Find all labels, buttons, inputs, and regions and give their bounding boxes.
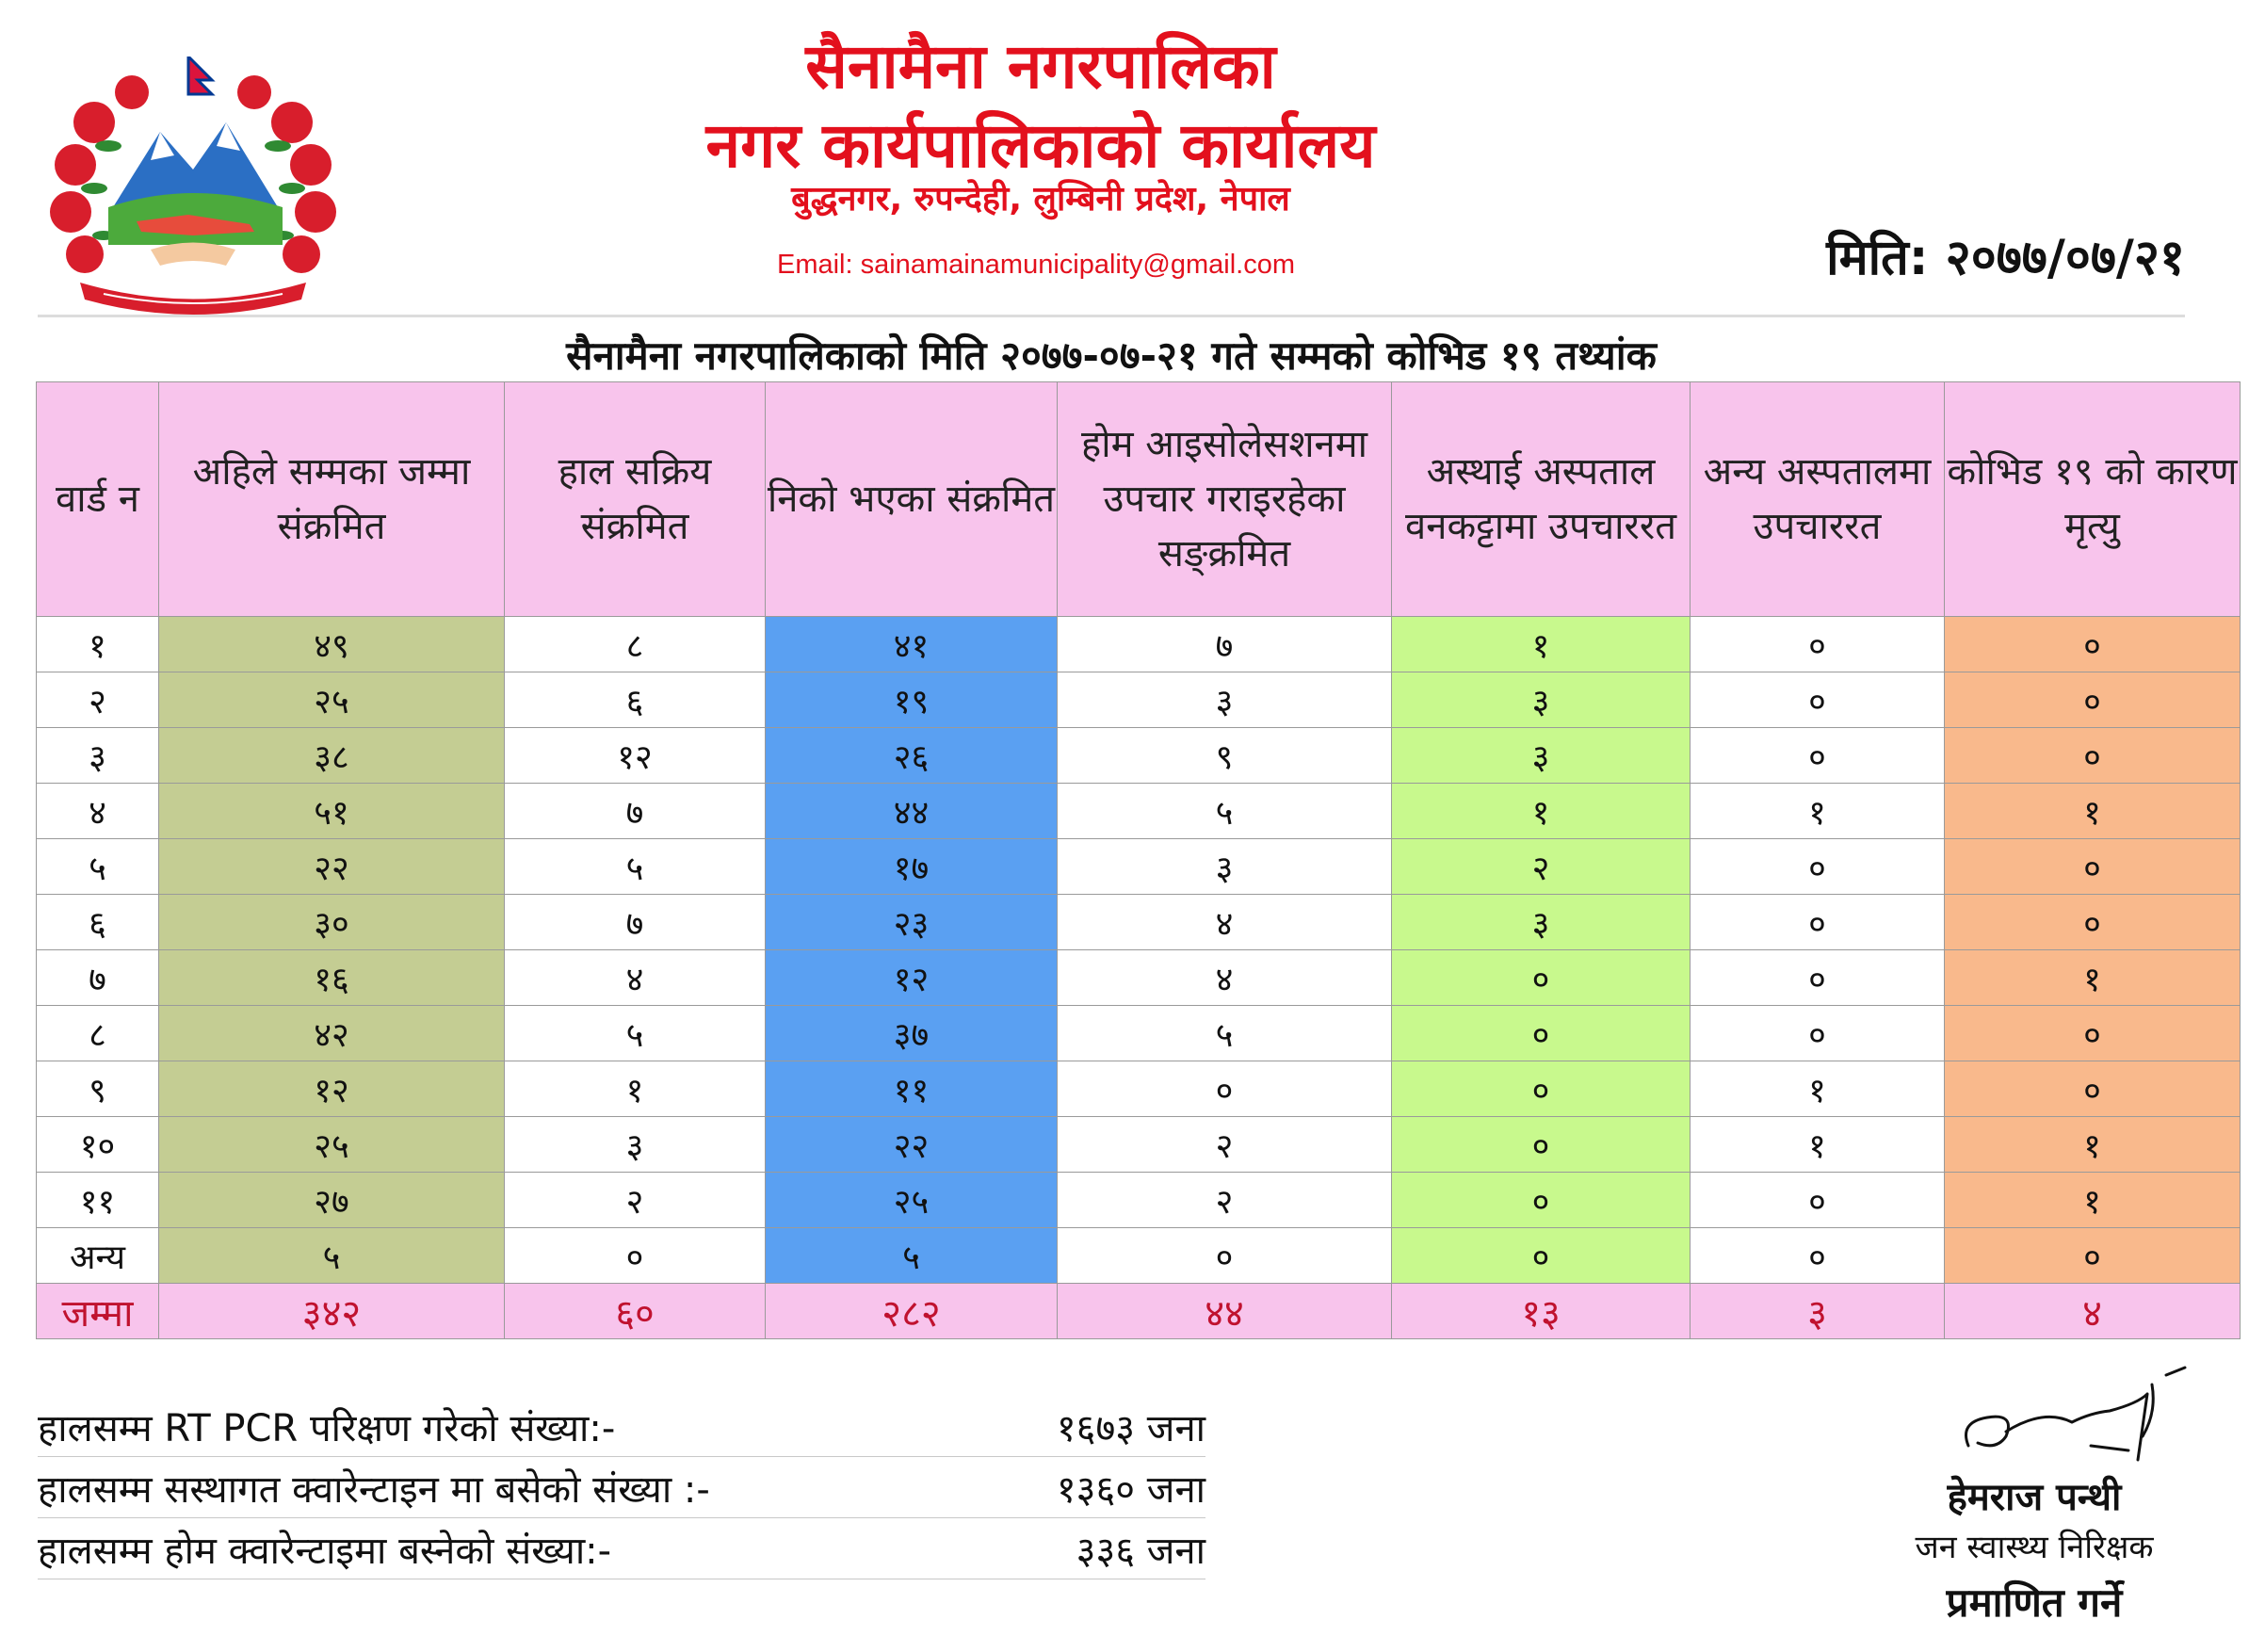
cell-recovered: ११ [766, 1061, 1058, 1117]
stat-value: १६७३ जना [1056, 1406, 1205, 1450]
stat-value: १३६० जना [1056, 1467, 1205, 1512]
cell-home-isolation: २ [1058, 1173, 1392, 1228]
cell-temp-hospital: १ [1392, 784, 1691, 839]
cell-temp-hospital: ३ [1392, 895, 1691, 950]
cell-temp-hospital: २ [1392, 839, 1691, 895]
cell-deaths: ० [1945, 839, 2241, 895]
cell-recovered: ४४ [766, 784, 1058, 839]
cell-ward: ८ [37, 1006, 159, 1061]
table-row [37, 1228, 2241, 1284]
cell-home-isolation: ३ [1058, 839, 1392, 895]
office-address: बुद्धनगर, रुपन्देही, लुम्बिनी प्रदेश, नेपाल [791, 180, 1290, 219]
office-title: नगर कार्यपालिकाको कार्यालय [705, 109, 1376, 182]
stat-label: हालसम्म सस्थागत क्वारेन्टाइन मा बसेको संख्या :- [38, 1467, 710, 1512]
signatory-name: हेमराज पन्थी [1947, 1476, 2122, 1519]
cell-total-infected: ५१ [159, 784, 505, 839]
cell-home-isolation: ५ [1058, 1006, 1392, 1061]
cell-temp-hospital: ० [1392, 1228, 1691, 1284]
cell-total-infected: ४२ [159, 1006, 505, 1061]
cell-total-infected: २७ [159, 1173, 505, 1228]
table-row [37, 1006, 2241, 1061]
handwritten-signature [1950, 1356, 2232, 1469]
cell-total-infected: १६ [159, 950, 505, 1006]
cell-temp-hospital: ३ [1392, 672, 1691, 728]
table-row [37, 1117, 2241, 1173]
table-total-row [37, 1284, 2241, 1339]
table-row [37, 728, 2241, 784]
total-recovered: २८२ [766, 1284, 1058, 1339]
header-active: हाल सक्रिय संक्रमित [505, 382, 766, 617]
cell-other-hospital: १ [1691, 784, 1945, 839]
cell-other-hospital: ० [1691, 839, 1945, 895]
cell-deaths: ० [1945, 617, 2241, 672]
header-total-infected: अहिले सम्मका जम्मा संक्रमित [159, 382, 505, 617]
cell-active: ६ [505, 672, 766, 728]
cell-home-isolation: ४ [1058, 895, 1392, 950]
certified-by-label: प्रमाणित गर्ने [1946, 1579, 2123, 1626]
cell-recovered: १७ [766, 839, 1058, 895]
total-total-infected: ३४२ [159, 1284, 505, 1339]
cell-total-infected: २५ [159, 1117, 505, 1173]
cell-total-infected: ५ [159, 1228, 505, 1284]
cell-deaths: १ [1945, 1173, 2241, 1228]
cell-deaths: ० [1945, 1228, 2241, 1284]
cell-temp-hospital: ० [1392, 1061, 1691, 1117]
cell-deaths: १ [1945, 1117, 2241, 1173]
cell-active: ४ [505, 950, 766, 1006]
total-active: ६० [505, 1284, 766, 1339]
total-temp-hospital: १३ [1392, 1284, 1691, 1339]
cell-total-infected: ४९ [159, 617, 505, 672]
cell-other-hospital: ० [1691, 1228, 1945, 1284]
cell-home-isolation: २ [1058, 1117, 1392, 1173]
cell-ward: ६ [37, 895, 159, 950]
cell-ward: ५ [37, 839, 159, 895]
header-home-isolation: होम आइसोलेसशनमा उपचार गराइरहेका सङ्क्रमित [1058, 382, 1392, 617]
cell-temp-hospital: ० [1392, 1173, 1691, 1228]
cell-active: ५ [505, 1006, 766, 1061]
cell-ward: अन्य [37, 1228, 159, 1284]
cell-other-hospital: ० [1691, 1006, 1945, 1061]
cell-active: ३ [505, 1117, 766, 1173]
stat-value: ३३६ जना [1076, 1529, 1205, 1573]
cell-other-hospital: ० [1691, 617, 1945, 672]
cell-ward: ११ [37, 1173, 159, 1228]
cell-recovered: १९ [766, 672, 1058, 728]
cell-active: ७ [505, 895, 766, 950]
cell-ward: ७ [37, 950, 159, 1006]
total-deaths: ४ [1945, 1284, 2241, 1339]
cell-other-hospital: ० [1691, 950, 1945, 1006]
cell-temp-hospital: ० [1392, 950, 1691, 1006]
cell-other-hospital: ० [1691, 672, 1945, 728]
covid-stats-table [36, 381, 2241, 1339]
cell-other-hospital: १ [1691, 1117, 1945, 1173]
stat-row-pcr [38, 1396, 1205, 1457]
cell-other-hospital: ० [1691, 895, 1945, 950]
total-ward: जम्मा [37, 1284, 159, 1339]
table-row [37, 1061, 2241, 1117]
nepal-government-emblem-icon [38, 57, 348, 325]
cell-ward: २ [37, 672, 159, 728]
cell-home-isolation: ० [1058, 1228, 1392, 1284]
cell-recovered: २६ [766, 728, 1058, 784]
cell-deaths: ० [1945, 672, 2241, 728]
cell-other-hospital: ० [1691, 728, 1945, 784]
cell-total-infected: ३० [159, 895, 505, 950]
cell-active: ० [505, 1228, 766, 1284]
cell-deaths: ० [1945, 1061, 2241, 1117]
stat-row-home-quarantine [38, 1518, 1205, 1579]
header-other-hospital: अन्य अस्पतालमा उपचाररत [1691, 382, 1945, 617]
total-home-isolation: ४४ [1058, 1284, 1392, 1339]
cell-active: १ [505, 1061, 766, 1117]
table-title: सैनामैना नगरपालिकाको मिति २०७७-०७-२१ गते सम्मको कोभिड १९ तथ्यांक [566, 332, 1657, 379]
cell-recovered: ४१ [766, 617, 1058, 672]
stat-row-institutional-quarantine [38, 1457, 1205, 1518]
cell-total-infected: ३८ [159, 728, 505, 784]
stat-label: हालसम्म RT PCR परिक्षण गरेको संख्या:- [38, 1406, 616, 1450]
table-row [37, 950, 2241, 1006]
cell-other-hospital: १ [1691, 1061, 1945, 1117]
header-temp-hospital: अस्थाई अस्पताल वनकट्टामा उपचाररत [1392, 382, 1691, 617]
cell-recovered: १२ [766, 950, 1058, 1006]
cell-recovered: २३ [766, 895, 1058, 950]
cell-ward: ३ [37, 728, 159, 784]
table-row [37, 784, 2241, 839]
cell-temp-hospital: ० [1392, 1117, 1691, 1173]
cell-temp-hospital: ० [1392, 1006, 1691, 1061]
cell-deaths: १ [1945, 784, 2241, 839]
cell-home-isolation: ३ [1058, 672, 1392, 728]
cell-temp-hospital: १ [1392, 617, 1691, 672]
cell-total-infected: १२ [159, 1061, 505, 1117]
municipality-title: सैनामैना नगरपालिका [805, 30, 1276, 103]
cell-home-isolation: ० [1058, 1061, 1392, 1117]
test-quarantine-summary [38, 1396, 1205, 1579]
cell-recovered: २५ [766, 1173, 1058, 1228]
header-ward: वार्ड न [37, 382, 159, 617]
cell-deaths: ० [1945, 895, 2241, 950]
header-divider [38, 315, 2185, 317]
total-other-hospital: ३ [1691, 1284, 1945, 1339]
table-row [37, 895, 2241, 950]
table-header-row [37, 382, 2241, 617]
cell-active: ८ [505, 617, 766, 672]
cell-recovered: २२ [766, 1117, 1058, 1173]
table-row [37, 672, 2241, 728]
cell-temp-hospital: ३ [1392, 728, 1691, 784]
cell-active: २ [505, 1173, 766, 1228]
header-deaths: कोभिड १९ को कारण मृत्यु [1945, 382, 2241, 617]
stat-label: हालसम्म होम क्वारेन्टाइमा बस्नेको संख्या:- [38, 1529, 612, 1573]
cell-total-infected: २५ [159, 672, 505, 728]
cell-home-isolation: ७ [1058, 617, 1392, 672]
table-row [37, 839, 2241, 895]
cell-active: ७ [505, 784, 766, 839]
cell-deaths: १ [1945, 950, 2241, 1006]
cell-recovered: ५ [766, 1228, 1058, 1284]
document-date: मिति: २०७७/०७/२१ [1826, 230, 2185, 286]
cell-active: १२ [505, 728, 766, 784]
cell-ward: ४ [37, 784, 159, 839]
cell-deaths: ० [1945, 728, 2241, 784]
cell-ward: १० [37, 1117, 159, 1173]
cell-ward: १ [37, 617, 159, 672]
cell-home-isolation: ५ [1058, 784, 1392, 839]
office-email: Email: sainamainamunicipality@gmail.com [776, 250, 1296, 280]
cell-deaths: ० [1945, 1006, 2241, 1061]
cell-ward: ९ [37, 1061, 159, 1117]
cell-other-hospital: ० [1691, 1173, 1945, 1228]
cell-home-isolation: ९ [1058, 728, 1392, 784]
cell-active: ५ [505, 839, 766, 895]
signatory-title: जन स्वास्थ्य निरिक्षक [1915, 1529, 2154, 1566]
table-row [37, 617, 2241, 672]
cell-total-infected: २२ [159, 839, 505, 895]
header-recovered: निको भएका संक्रमित [766, 382, 1058, 617]
cell-home-isolation: ४ [1058, 950, 1392, 1006]
table-row [37, 1173, 2241, 1228]
cell-recovered: ३७ [766, 1006, 1058, 1061]
